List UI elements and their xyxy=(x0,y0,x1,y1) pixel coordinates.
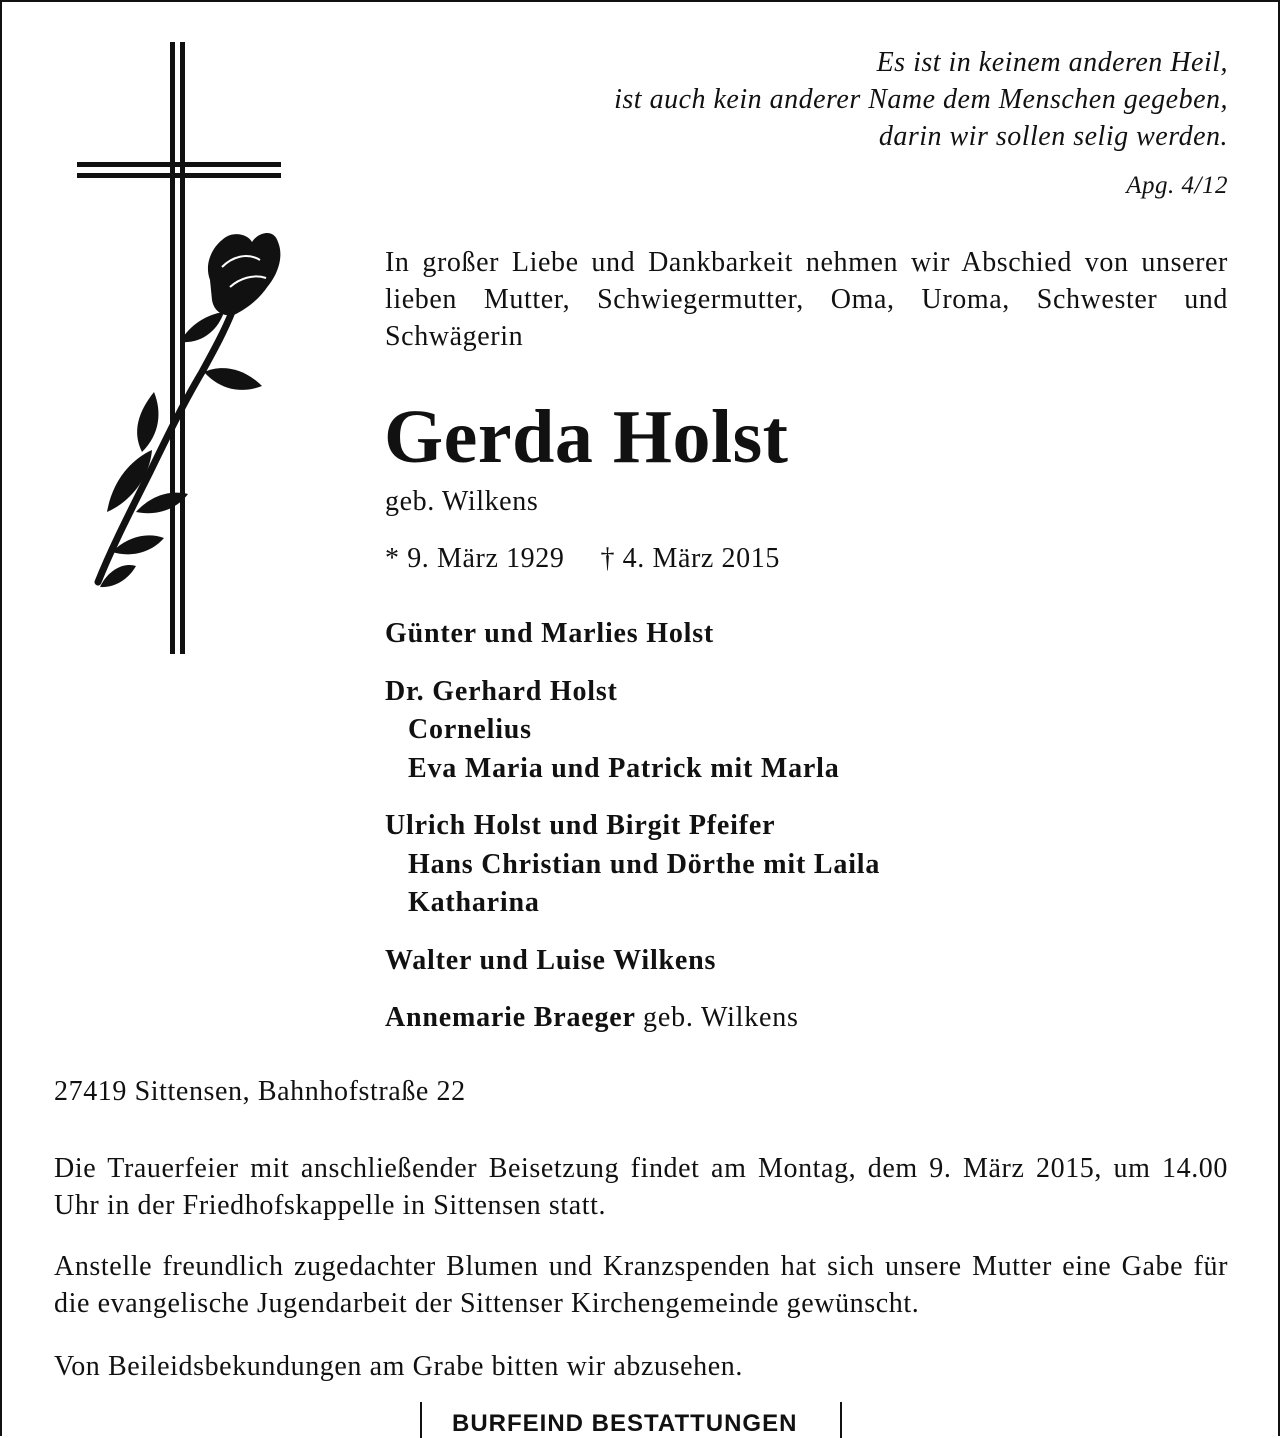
deceased-name: Gerda Holst xyxy=(384,395,789,479)
life-dates xyxy=(385,543,780,575)
mourner-group xyxy=(385,615,880,654)
funeral-home-logo: BURFEIND BESTATTUNGEN xyxy=(452,1410,798,1437)
condolence-note: Von Beileidsbekundungen am Grabe bitten wir abzusehen. xyxy=(54,1351,743,1382)
address: 27419 Sittensen, Bahnhofstraße 22 xyxy=(54,1076,466,1107)
death-date: † 4. März 2015 xyxy=(600,543,780,574)
mourner-group xyxy=(385,673,880,789)
donation-info: Anstelle freundlich zugedachter Blumen und Kranzspenden hat sich unsere Mutter eine Gabe für die evangelische Jugendarbeit der Sittenser Kirchengemeinde gewünscht. xyxy=(54,1251,1228,1319)
maiden-name: geb. Wilkens xyxy=(385,486,539,517)
mourner-line: Dr. Gerhard Holst xyxy=(385,675,618,707)
mourner-line: Eva Maria und Patrick mit Marla xyxy=(408,752,840,784)
mourner-line xyxy=(385,999,880,1038)
mourner-line: Ulrich Holst und Birgit Pfeifer xyxy=(385,810,776,841)
mourner-line: Cornelius xyxy=(408,714,532,745)
mourner-group xyxy=(385,942,880,981)
birth-date: * 9. März 1929 xyxy=(385,543,565,574)
mourner-group xyxy=(385,807,880,923)
mourner-line: Walter und Luise Wilkens xyxy=(385,944,717,976)
cross-with-rose-icon xyxy=(72,42,287,657)
verse-line: darin wir sollen selig werden. xyxy=(878,121,1228,152)
verse-line: ist auch kein anderer Name dem Menschen gegeben, xyxy=(614,84,1228,115)
mourner-line: Günter und Marlies Holst xyxy=(385,618,715,649)
mourner-line: Hans Christian und Dörthe mit Laila xyxy=(408,848,881,880)
funeral-info: Die Trauerfeier mit anschließender Beisetzung findet am Montag, dem 9. März 2015, um 14.00 Uhr in der Friedhofskappelle in Sittensen statt. xyxy=(54,1153,1228,1221)
verse-reference: Apg. 4/12 xyxy=(1126,172,1228,199)
verse-line: Es ist in keinem anderen Heil, xyxy=(876,47,1228,78)
mourner-name: Annemarie Braeger xyxy=(385,1002,636,1033)
bible-verse xyxy=(468,44,1228,204)
mourner-maiden: geb. Wilkens xyxy=(643,1002,799,1033)
mourner-group xyxy=(385,999,880,1038)
intro-text: In großer Liebe und Dankbarkeit nehmen wir Abschied von unserer lieben Mutter, Schwiegermutter, Oma, Uroma, Schwester und Schwägerin xyxy=(385,247,1228,352)
mourner-line: Katharina xyxy=(408,887,540,918)
mourners-list xyxy=(385,615,880,1057)
